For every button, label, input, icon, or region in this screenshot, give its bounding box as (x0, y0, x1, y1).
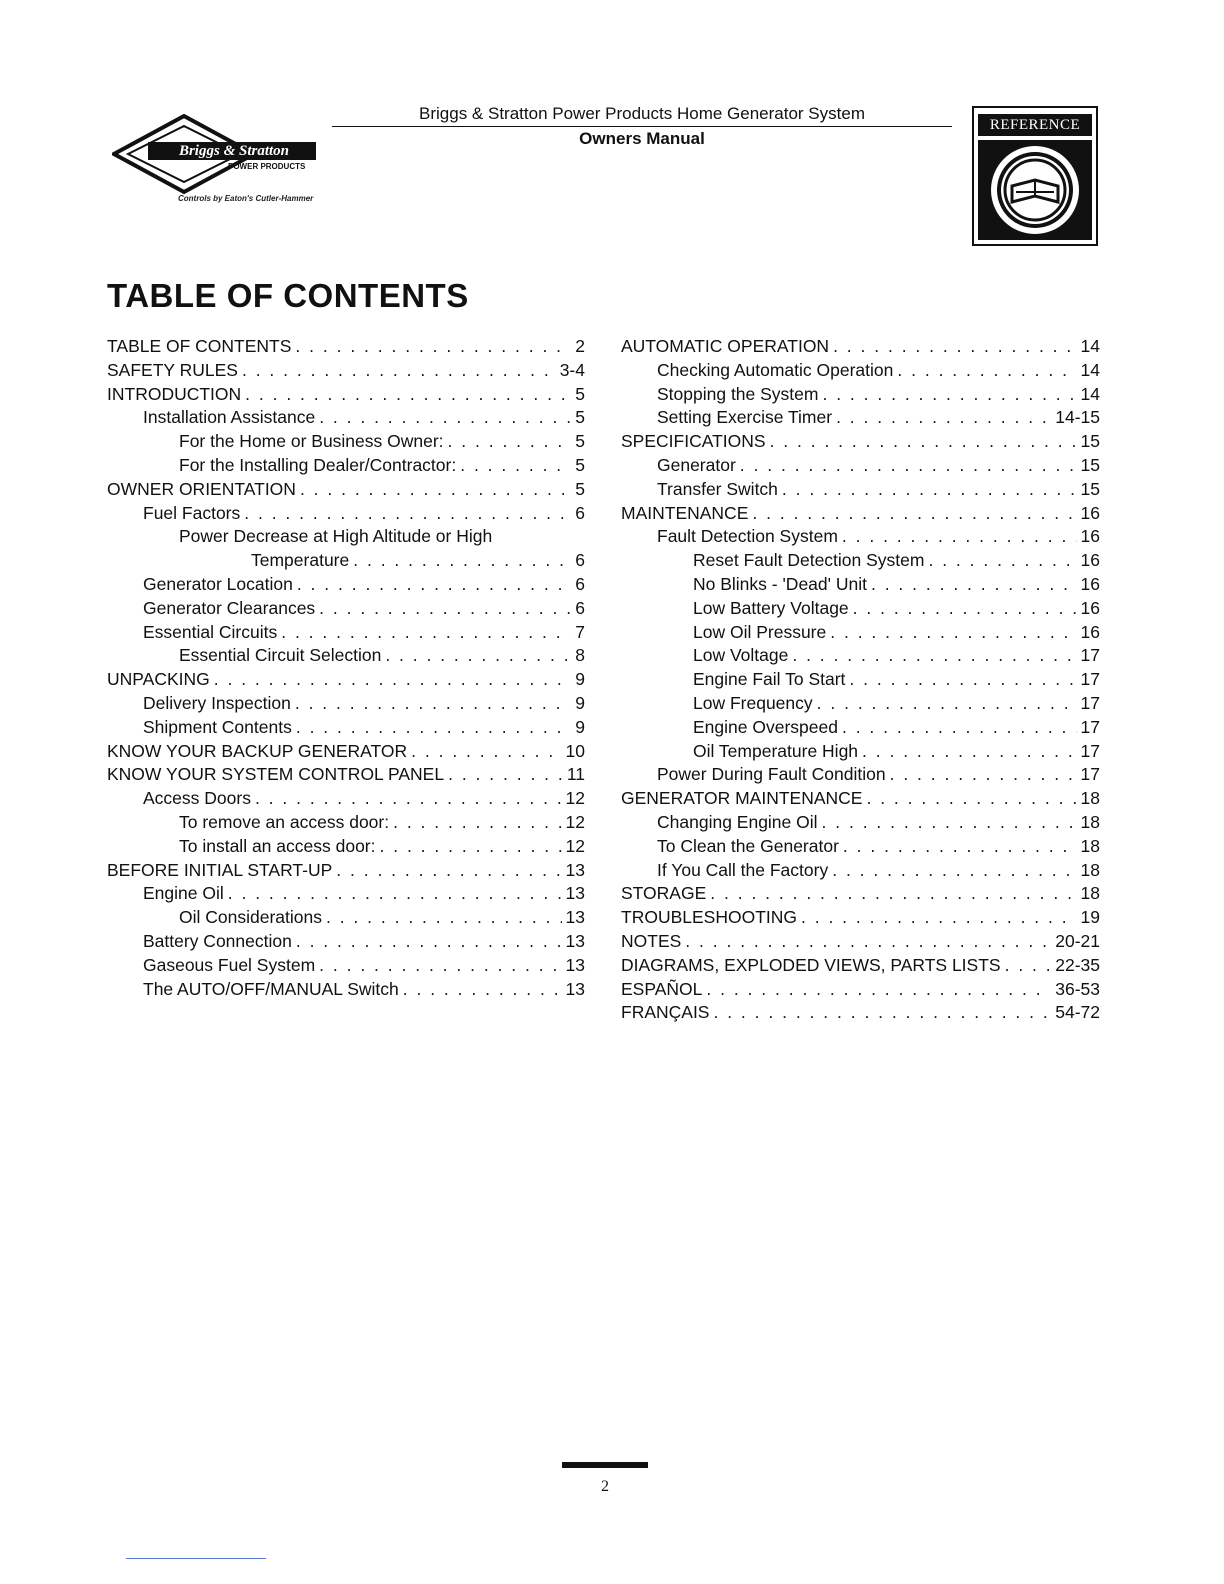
toc-entry (107, 787, 585, 811)
toc-dot-leader (295, 692, 571, 716)
toc-entry-label: MAINTENANCE (621, 502, 749, 523)
toc-entry-page: 36-53 (1055, 978, 1100, 999)
toc-dot-leader (403, 978, 562, 1002)
toc-entry-page: 5 (575, 431, 585, 452)
toc-entry-page: 18 (1080, 859, 1100, 880)
toc-dot-leader (297, 573, 571, 597)
toc-entry-page: 13 (565, 883, 585, 904)
toc-entry (107, 478, 585, 502)
toc-entry (107, 502, 585, 526)
footer-rule (126, 1558, 266, 1559)
toc-entry-page: 14-15 (1055, 407, 1100, 428)
toc-entry-page: 16 (1080, 621, 1100, 642)
toc-dot-leader (281, 621, 571, 645)
toc-entry-label: For the Home or Business Owner: (179, 431, 444, 452)
toc-dot-leader (380, 835, 562, 859)
toc-entry (621, 621, 1100, 645)
toc-left-column (107, 335, 585, 1001)
toc-entry-label: Stopping the System (657, 383, 819, 404)
toc-entry-label: For the Installing Dealer/Contractor: (179, 454, 457, 475)
toc-entry-label: INTRODUCTION (107, 383, 242, 404)
toc-dot-leader (713, 1001, 1051, 1025)
toc-entry (621, 430, 1100, 454)
toc-dot-leader (336, 859, 561, 883)
toc-entry-page: 8 (575, 645, 585, 666)
toc-entry-page: 10 (565, 740, 585, 761)
toc-entry-page: 16 (1080, 550, 1100, 571)
toc-dot-leader (353, 549, 571, 573)
logo-brand: Briggs & Stratton (178, 143, 290, 159)
toc-entry (107, 692, 585, 716)
toc-entry-label: Access Doors (143, 788, 251, 809)
toc-entry (107, 573, 585, 597)
reference-badge (972, 106, 1098, 246)
toc-entry-label: Low Voltage (693, 645, 789, 666)
toc-entry (107, 644, 585, 668)
toc-entry-page: 16 (1080, 526, 1100, 547)
toc-entry-page: 12 (565, 835, 585, 856)
toc-entry-label: OWNER ORIENTATION (107, 478, 296, 499)
toc-entry (107, 716, 585, 740)
toc-entry-page: 17 (1080, 740, 1100, 761)
toc-dot-leader (928, 549, 1076, 573)
toc-entry (107, 740, 585, 764)
toc-entry-label: Temperature (251, 550, 350, 571)
toc-entry-page: 16 (1080, 573, 1100, 594)
toc-dot-leader (319, 597, 571, 621)
toc-entry-label: SAFETY RULES (107, 359, 238, 380)
toc-dot-leader (817, 692, 1077, 716)
toc-entry-label: Oil Temperature High (693, 740, 859, 761)
toc-entry (621, 335, 1100, 359)
toc-entry-label: Generator (657, 454, 736, 475)
toc-entry-label: No Blinks - 'Dead' Unit (693, 573, 867, 594)
toc-entry-label: Reset Fault Detection System (693, 550, 925, 571)
toc-entry-page: 15 (1080, 454, 1100, 475)
toc-entry-label: TABLE OF CONTENTS (107, 336, 292, 356)
toc-entry (621, 978, 1100, 1002)
toc-entry-label: Essential Circuit Selection (179, 645, 382, 666)
toc-entry-label: GENERATOR MAINTENANCE (621, 788, 863, 809)
toc-dot-leader (849, 668, 1076, 692)
toc-entry (107, 668, 585, 692)
toc-entry-page: 13 (565, 978, 585, 999)
toc-entry-label: Fault Detection System (657, 526, 838, 547)
toc-entry-page: 15 (1080, 431, 1100, 452)
toc-entry-label: Transfer Switch (657, 478, 778, 499)
toc-dot-leader (255, 787, 562, 811)
toc-entry (107, 978, 585, 1002)
toc-entry (621, 787, 1100, 811)
toc-entry-page: 18 (1080, 835, 1100, 856)
toc-dot-leader (242, 359, 556, 383)
toc-entry (621, 549, 1100, 573)
toc-entry-page: 13 (565, 859, 585, 880)
toc-entry (621, 906, 1100, 930)
toc-entry-label: Setting Exercise Timer (657, 407, 833, 428)
toc-entry-label: To remove an access door: (179, 811, 390, 832)
toc-entry (621, 525, 1100, 549)
toc-entry (107, 335, 585, 359)
toc-dot-leader (866, 787, 1076, 811)
toc-entry-label: Low Battery Voltage (693, 597, 849, 618)
toc-entry-label: Low Frequency (693, 692, 813, 713)
toc-dot-leader (319, 406, 571, 430)
toc-entry-page: 9 (575, 669, 585, 690)
toc-dot-leader (214, 668, 572, 692)
toc-dot-leader (836, 406, 1051, 430)
toc-entry (107, 430, 585, 454)
toc-entry (621, 930, 1100, 954)
toc-entry-label: TROUBLESHOOTING (621, 907, 797, 928)
toc-entry-label: Delivery Inspection (143, 692, 291, 713)
toc-entry (621, 882, 1100, 906)
toc-entry (621, 502, 1100, 526)
toc-entry (621, 406, 1100, 430)
toc-dot-leader (871, 573, 1077, 597)
toc-entry-page: 13 (565, 930, 585, 951)
toc-entry-label: If You Call the Factory (657, 859, 829, 880)
toc-right-column (621, 335, 1100, 1025)
toc-dot-leader (295, 335, 571, 359)
toc-dot-leader (710, 882, 1076, 906)
page-title: TABLE OF CONTENTS (107, 277, 469, 314)
toc-entry-page: 14 (1080, 383, 1100, 404)
toc-dot-leader (448, 763, 563, 787)
toc-entry (621, 740, 1100, 764)
toc-entry (621, 835, 1100, 859)
toc-entry (621, 454, 1100, 478)
manual-subtitle: Owners Manual (579, 129, 705, 148)
logo-credit: Controls by Eaton's Cutler-Hammer (178, 194, 314, 203)
toc-entry (621, 811, 1100, 835)
toc-entry-page: 6 (575, 573, 585, 594)
toc-entry-page: 5 (575, 454, 585, 475)
toc-entry-label: To Clean the Generator (657, 835, 839, 856)
toc-entry-label: KNOW YOUR SYSTEM CONTROL PANEL (107, 764, 445, 785)
toc-entry-label: Fuel Factors (143, 502, 241, 523)
toc-dot-leader (842, 716, 1077, 740)
toc-entry-page: 54-72 (1055, 1002, 1100, 1023)
toc-entry-label: AUTOMATIC OPERATION (621, 336, 830, 356)
toc-entry (621, 573, 1100, 597)
toc-entry (107, 763, 585, 787)
toc-dot-leader (782, 478, 1077, 502)
logo-division: POWER PRODUCTS (228, 162, 306, 171)
toc-dot-leader (792, 644, 1076, 668)
toc-entry-page: 5 (575, 478, 585, 499)
toc-entry-page: 18 (1080, 883, 1100, 904)
toc-entry-label: To install an access door: (179, 835, 376, 856)
toc-entry-page: 17 (1080, 645, 1100, 666)
toc-dot-leader (770, 430, 1077, 454)
toc-entry-label: Battery Connection (143, 930, 292, 951)
toc-entry-page: 20-21 (1055, 930, 1100, 951)
toc-dot-leader (448, 430, 572, 454)
toc-entry-label: The AUTO/OFF/MANUAL Switch (143, 978, 399, 999)
toc-entry-label: Gaseous Fuel System (143, 954, 316, 975)
toc-dot-leader (245, 383, 571, 407)
toc-entry-page: 12 (565, 811, 585, 832)
toc-dot-leader (833, 335, 1076, 359)
toc-entry (107, 454, 585, 478)
toc-entry-label: Power During Fault Condition (657, 764, 886, 785)
toc-entry (107, 930, 585, 954)
toc-entry (621, 1001, 1100, 1025)
toc-entry-page: 5 (575, 407, 585, 428)
page-number-bar (562, 1462, 648, 1468)
toc-entry-label: UNPACKING (107, 669, 210, 690)
toc-entry-label: Installation Assistance (143, 407, 316, 428)
toc-entry-label: Low Oil Pressure (693, 621, 827, 642)
toc-dot-leader (296, 930, 562, 954)
toc-entry-label: SPECIFICATIONS (621, 431, 766, 452)
toc-entry-page: 17 (1080, 716, 1100, 737)
toc-entry (107, 906, 585, 930)
toc-entry-label: DIAGRAMS, EXPLODED VIEWS, PARTS LISTS (621, 954, 1001, 975)
toc-entry-page: 13 (565, 954, 585, 975)
toc-dot-leader (228, 882, 562, 906)
toc-entry-label: Generator Clearances (143, 597, 316, 618)
book-emblem-icon (978, 140, 1092, 240)
toc-entry-page: 6 (575, 597, 585, 618)
toc-entry (107, 882, 585, 906)
toc-dot-leader (801, 906, 1077, 930)
toc-entry (621, 383, 1100, 407)
toc-entry (621, 954, 1100, 978)
toc-entry-label: Generator Location (143, 573, 293, 594)
toc-dot-leader (385, 644, 571, 668)
toc-entry (107, 406, 585, 430)
toc-entry-page: 19 (1080, 907, 1100, 928)
toc-entry (621, 478, 1100, 502)
toc-entry-label: STORAGE (621, 883, 707, 904)
toc-dot-leader (319, 954, 561, 978)
toc-entry (107, 597, 585, 621)
toc-entry (621, 668, 1100, 692)
toc-dot-leader (706, 978, 1051, 1002)
toc-entry-page: 11 (566, 764, 585, 785)
toc-dot-leader (862, 740, 1077, 764)
toc-entry-page: 22-35 (1055, 954, 1100, 975)
toc-entry (107, 835, 585, 859)
toc-entry (621, 597, 1100, 621)
toc-dot-leader (853, 597, 1077, 621)
toc-dot-leader (843, 835, 1077, 859)
toc-entry (621, 859, 1100, 883)
toc-entry-page: 18 (1080, 811, 1100, 832)
toc-entry-label: BEFORE INITIAL START-UP (107, 859, 333, 880)
toc-entry-page: 14 (1080, 336, 1100, 356)
toc-dot-leader (393, 811, 561, 835)
toc-entry (107, 525, 585, 549)
toc-entry-label: Shipment Contents (143, 716, 292, 737)
toc-entry-label: Oil Considerations (179, 907, 322, 928)
toc-entry (107, 954, 585, 978)
toc-entry-page: 17 (1080, 692, 1100, 713)
toc-dot-leader (832, 859, 1076, 883)
toc-entry-page: 3-4 (559, 359, 585, 380)
toc-entry-page: 13 (565, 907, 585, 928)
toc-entry (621, 692, 1100, 716)
toc-entry (107, 859, 585, 883)
toc-dot-leader (740, 454, 1077, 478)
toc-entry-page: 7 (575, 621, 585, 642)
toc-entry (107, 383, 585, 407)
toc-dot-leader (1005, 954, 1052, 978)
toc-dot-leader (842, 525, 1077, 549)
toc-dot-leader (244, 502, 571, 526)
toc-entry-label: FRANÇAIS (621, 1002, 710, 1023)
toc-entry (621, 359, 1100, 383)
toc-dot-leader (460, 454, 571, 478)
toc-entry-page: 14 (1080, 359, 1100, 380)
toc-entry-page: 6 (575, 502, 585, 523)
toc-dot-leader (300, 478, 571, 502)
toc-dot-leader (752, 502, 1076, 526)
header-rule (332, 126, 952, 127)
toc-entry (107, 549, 585, 573)
manual-title: Briggs & Stratton Power Products Home Generator System (419, 104, 865, 123)
toc-entry-page: 17 (1080, 669, 1100, 690)
toc-entry-page: 15 (1080, 478, 1100, 499)
toc-entry-page: 16 (1080, 502, 1100, 523)
toc-entry-label: Engine Overspeed (693, 716, 838, 737)
toc-entry-page: 16 (1080, 597, 1100, 618)
toc-entry-page: 18 (1080, 788, 1100, 809)
toc-entry (621, 644, 1100, 668)
toc-dot-leader (685, 930, 1051, 954)
toc-entry-label: Changing Engine Oil (657, 811, 818, 832)
toc-entry-page: 9 (575, 692, 585, 713)
toc-entry (107, 621, 585, 645)
toc-entry-page: 12 (565, 788, 585, 809)
toc-entry-label: ESPAÑOL (621, 978, 703, 999)
reference-label: REFERENCE (978, 114, 1092, 136)
toc-dot-leader (890, 763, 1077, 787)
toc-entry-page: 2 (575, 336, 585, 356)
toc-dot-leader (897, 359, 1076, 383)
toc-dot-leader (822, 811, 1077, 835)
toc-entry-label: Engine Fail To Start (693, 669, 846, 690)
toc-entry-label: KNOW YOUR BACKUP GENERATOR (107, 740, 408, 761)
toc-entry-label: Engine Oil (143, 883, 224, 904)
toc-entry-label: Power Decrease at High Altitude or High (179, 526, 493, 547)
toc-entry (107, 811, 585, 835)
toc-entry-label: NOTES (621, 930, 682, 951)
toc-dot-leader (296, 716, 571, 740)
toc-entry (107, 359, 585, 383)
toc-dot-leader (822, 383, 1076, 407)
page-number: 2 (601, 1478, 609, 1495)
toc-dot-leader (326, 906, 562, 930)
toc-entry-page: 17 (1080, 764, 1100, 785)
toc-entry-page: 5 (575, 383, 585, 404)
toc-dot-leader (830, 621, 1076, 645)
toc-entry-page: 9 (575, 716, 585, 737)
toc-entry-page: 6 (575, 550, 585, 571)
toc-dot-leader (411, 740, 561, 764)
toc-entry-label: Essential Circuits (143, 621, 278, 642)
toc-entry (621, 763, 1100, 787)
toc-entry-label: Checking Automatic Operation (657, 359, 894, 380)
toc-entry (621, 716, 1100, 740)
